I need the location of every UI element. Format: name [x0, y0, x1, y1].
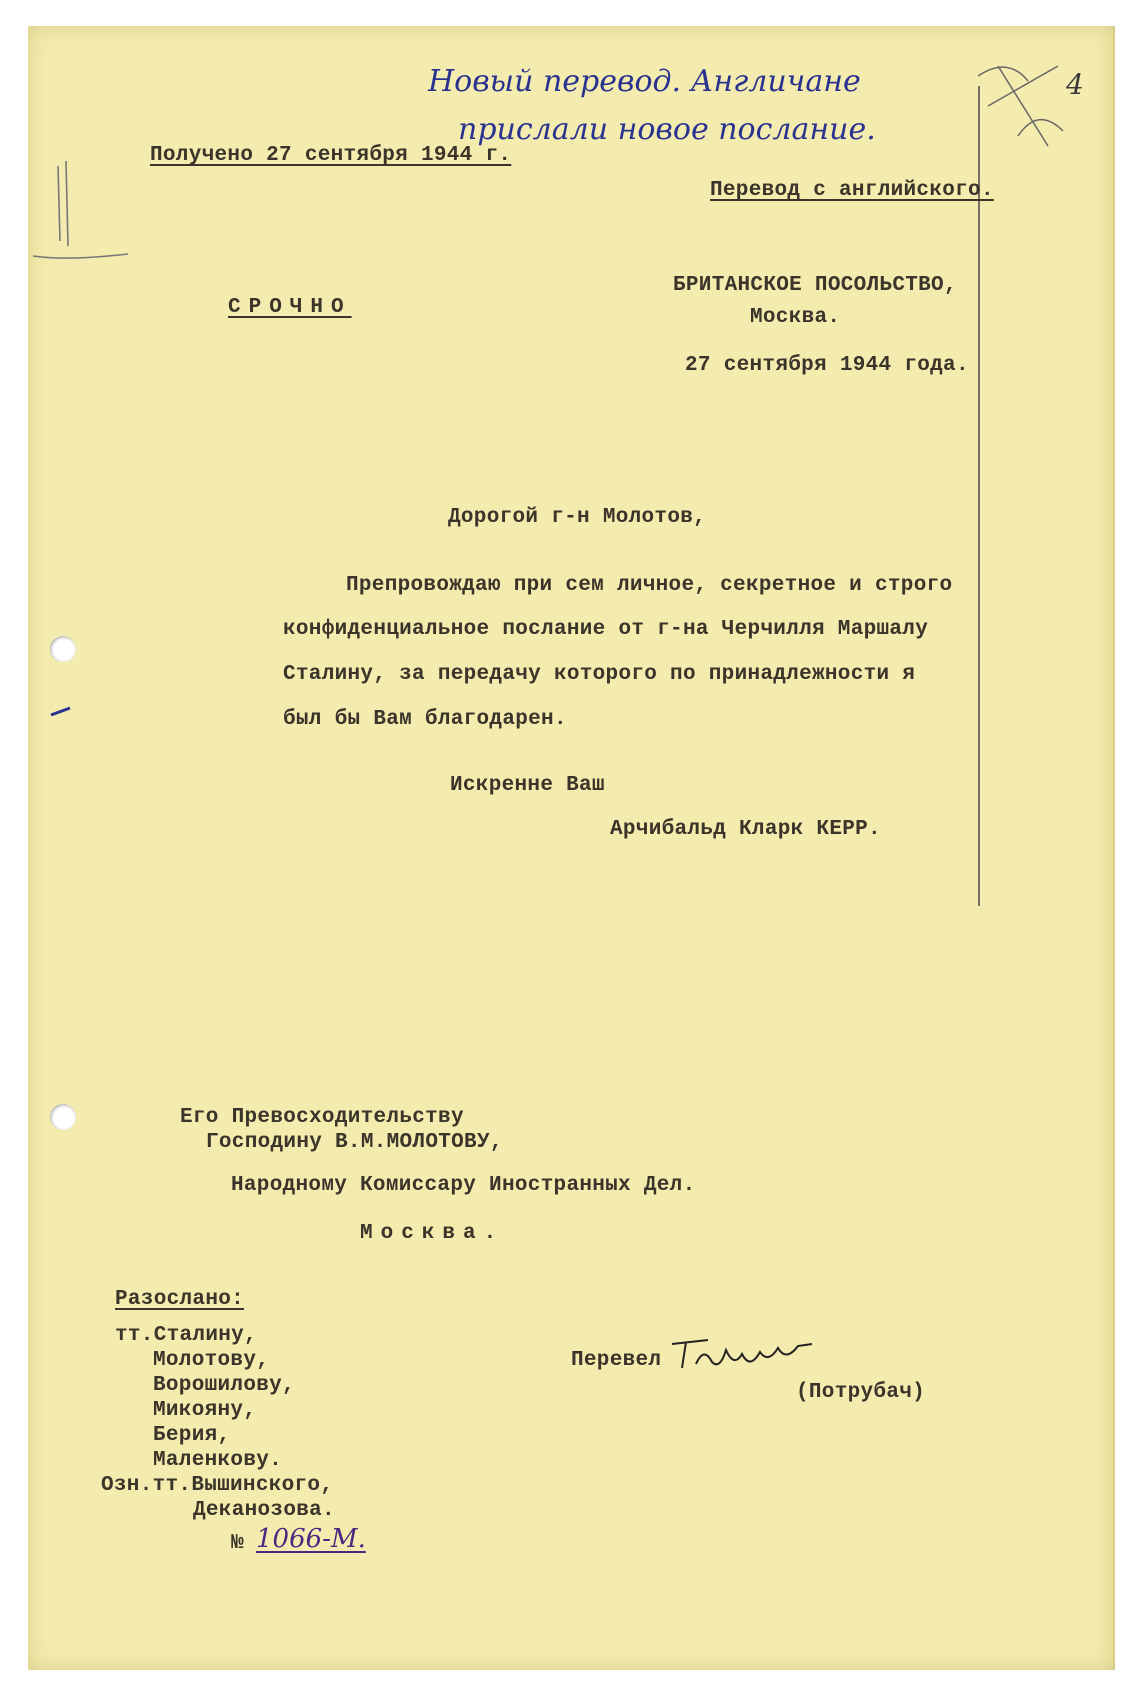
distribution-line: Микояну, [153, 1399, 257, 1422]
signatory: Арчибальд Кларк КЕРР. [610, 818, 881, 841]
translator-label: Перевел [571, 1349, 662, 1372]
distribution-title: Разослано: [115, 1288, 245, 1311]
sender-embassy: БРИТАНСКОЕ ПОСОЛЬСТВО, [673, 274, 957, 297]
closing: Искренне Ваш [450, 774, 605, 797]
registration-number: 1066-М. [256, 1524, 366, 1554]
distribution-line: Озн.тт.Вышинского, [101, 1474, 334, 1497]
addressee-line: Народному Комиссару Иностранных Дел. [231, 1174, 696, 1197]
page-number: 4 [1066, 68, 1084, 101]
distribution-line: Маленкову. [153, 1449, 283, 1472]
distribution-line: Деканозова. [193, 1499, 335, 1522]
distribution-line: Берия, [153, 1424, 231, 1447]
sender-date: 27 сентября 1944 года. [685, 354, 969, 377]
translation-note: Перевод с английского. [710, 179, 994, 202]
translator-name: (Потрубач) [796, 1381, 926, 1404]
received-date: Получено 27 сентября 1944 г. [150, 144, 512, 167]
distribution-line: Ворошилову, [153, 1374, 295, 1397]
punch-hole-bottom [50, 1104, 76, 1130]
handwritten-note-line1: Новый перевод. Англичане [428, 64, 861, 99]
translator-signature [668, 1334, 818, 1374]
body-line: Препровождаю при сем личное, секретное и строго [346, 574, 953, 597]
margin-pencil-mark [28, 146, 138, 286]
registration-number-prefix: № [231, 1532, 244, 1555]
sender-city: Москва. [750, 306, 841, 329]
body-line: Сталину, за передачу которого по принадлежности я [283, 663, 916, 686]
distribution-line: тт.Сталину, [115, 1324, 257, 1347]
body-line: конфиденциальное послание от г-на Черчилля Маршалу [283, 618, 929, 641]
handwritten-note-line2: прислали новое послание. [458, 112, 876, 147]
punch-hole-top [50, 636, 76, 662]
urgent-label: СРОЧНО [228, 296, 352, 319]
salutation: Дорогой г-н Молотов, [448, 506, 707, 529]
vertical-fold-line [978, 86, 980, 906]
distribution-line: Молотову, [153, 1349, 270, 1372]
addressee-city: Москва. [360, 1222, 505, 1245]
body-line: был бы Вам благодарен. [283, 708, 567, 731]
corner-pencil-scribble [968, 46, 1078, 166]
document-page [28, 26, 1115, 1670]
margin-ink-dash [48, 701, 78, 721]
addressee-line: Его Превосходительству [180, 1106, 464, 1129]
addressee-line: Господину В.М.МОЛОТОВУ, [206, 1131, 503, 1154]
